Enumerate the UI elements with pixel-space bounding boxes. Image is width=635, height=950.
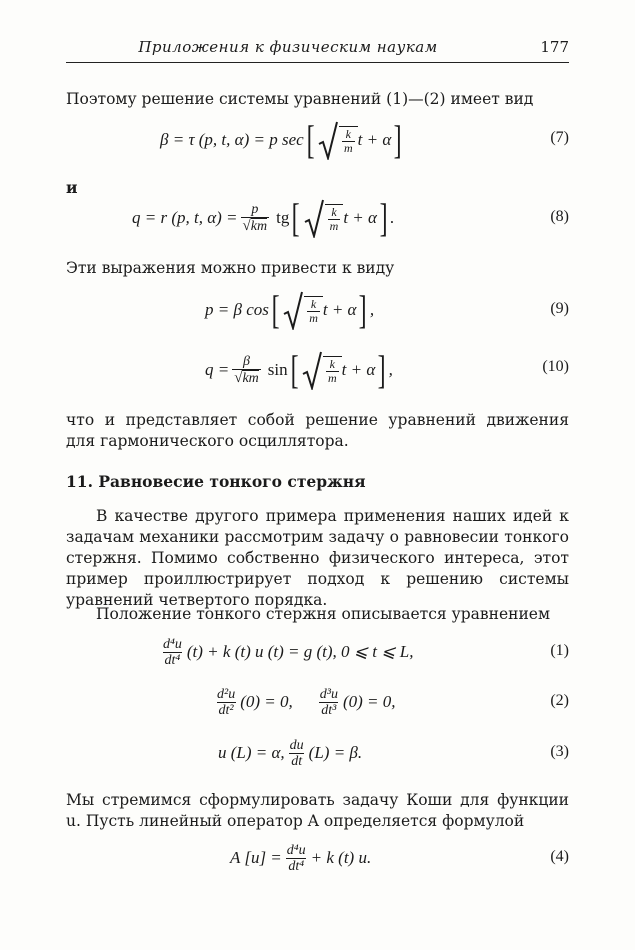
eq3-lhs: u (L) = α, — [218, 743, 285, 762]
eq9-end: , — [369, 300, 375, 319]
header-rule — [66, 62, 569, 63]
equation-number-9: (9) — [550, 300, 569, 317]
radical-sign-icon — [301, 350, 323, 390]
equation-4 — [230, 838, 371, 878]
conjunction-and: и — [66, 178, 78, 197]
eq3-end: (L) = β. — [308, 743, 363, 762]
paragraph-oscillator: что и представляет собой решение уравнений движения для гармонического осциллятора. — [66, 411, 569, 450]
eq10-right-bracket: ] — [377, 347, 386, 392]
eq8-fraction: p √ km — [242, 202, 268, 234]
eq10-fraction: β √ km — [234, 354, 259, 386]
eq4-derivative: $\frac{\text{d⁴u}}{\text{dt⁴}}$ — [286, 842, 306, 874]
equation-number-3: (3) — [550, 743, 569, 760]
equation-2 — [212, 682, 396, 722]
eq7-k-over-m: $\frac{k}{m}$ — [344, 126, 353, 155]
equation-number-1: (1) — [550, 642, 569, 659]
eq8-left-bracket: [ — [291, 195, 300, 240]
eq7-left-bracket: [ — [306, 117, 315, 162]
section-heading: 11. Равновесие тонкого стержня — [66, 472, 366, 491]
eq8-lhs: q = r (p, t, α) = — [132, 208, 238, 227]
paragraph-expressions: Эти выражения можно привести к виду — [66, 259, 395, 277]
eq10-end: , — [388, 360, 393, 379]
eq4-lhs: A [u] = — [230, 848, 282, 867]
eq7-right-bracket: ] — [393, 117, 402, 162]
eq8-radical — [303, 198, 344, 238]
eq2-second-derivative: $\frac{\text{d²u}}{\text{dt²}}$ — [217, 686, 236, 718]
equation-3 — [218, 733, 362, 773]
equation-number-7: (7) — [550, 129, 569, 146]
paragraph-intro: Поэтому решение системы уравнений (1)—(2) имеет вид — [66, 90, 534, 108]
equation-10 — [205, 344, 393, 396]
equation-number-2: (2) — [550, 692, 569, 709]
eq10-radical — [301, 350, 342, 390]
eq10-k-over-m: $\frac{k}{m}$ — [327, 356, 337, 385]
radical-sign-icon — [282, 290, 304, 330]
eq9-right-bracket: ] — [359, 287, 368, 332]
paragraph-thin-rod: В качестве другого примера применения наших идей к задачам механики рассмотрим задачу о равновесии тонкого стержня. Помимо собственно физического интереса, этот пример проиллюстрирует подход к решению системы уравнений четвертого порядка. — [66, 507, 569, 609]
eq9-tail: t + α — [322, 300, 357, 319]
radical-sign-icon — [303, 198, 325, 238]
eq2-mid: (0) = 0, — [240, 692, 293, 711]
eq9-left-bracket: [ — [271, 287, 280, 332]
paragraph-rod-equation: Положение тонкого стержня описывается уравнением — [96, 605, 551, 623]
paragraph-cauchy: Мы стремимся сформулировать задачу Коши для функции u. Пусть линейный оператор A определяется формулой — [66, 791, 569, 830]
eq2-third-derivative: $\frac{\text{d³u}}{\text{dt³}}$ — [319, 686, 338, 718]
eq10-sin: sin — [267, 360, 288, 379]
eq9-radical — [282, 290, 323, 330]
eq4-end: + k (t) u. — [310, 848, 372, 867]
equation-number-10: (10) — [542, 358, 569, 375]
eq1-rest: (t) + k (t) u (t) = g (t), 0 ⩽ t ⩽ L, — [186, 642, 414, 661]
equation-number-8: (8) — [550, 208, 569, 225]
equation-1 — [158, 632, 413, 672]
eq3-derivative: $\frac{du}{dt}$ — [289, 737, 304, 769]
radical-sign-icon — [317, 120, 339, 160]
equation-9 — [205, 285, 374, 335]
eq7-tail: t + α — [357, 130, 392, 149]
eq9-k-over-m: $\frac{k}{m}$ — [309, 296, 318, 325]
eq1-derivative: $\frac{\text{d⁴u}}{\text{dt⁴}}$ — [163, 636, 182, 668]
eq7-radical — [317, 120, 358, 160]
equation-7 — [160, 115, 405, 165]
eq8-k-over-m: $\frac{k}{m}$ — [329, 204, 339, 233]
page-number: 177 — [540, 38, 569, 56]
eq2-end: (0) = 0, — [342, 692, 396, 711]
equation-8 — [132, 192, 395, 244]
running-title: Приложения к физическим наукам — [138, 38, 438, 56]
eq7-lhs: β = τ (p, t, α) = p sec — [160, 130, 304, 149]
eq10-tail: t + α — [341, 360, 376, 379]
eq8-tg: tg — [276, 208, 290, 227]
eq8-right-bracket: ] — [379, 195, 388, 240]
eq8-tail: t + α — [343, 208, 377, 227]
eq9-lhs: p = β cos — [205, 300, 269, 319]
eq10-left-bracket: [ — [290, 347, 299, 392]
equation-number-4: (4) — [550, 848, 569, 865]
eq8-end: . — [390, 208, 395, 227]
eq10-lhs: q = — [205, 360, 230, 379]
